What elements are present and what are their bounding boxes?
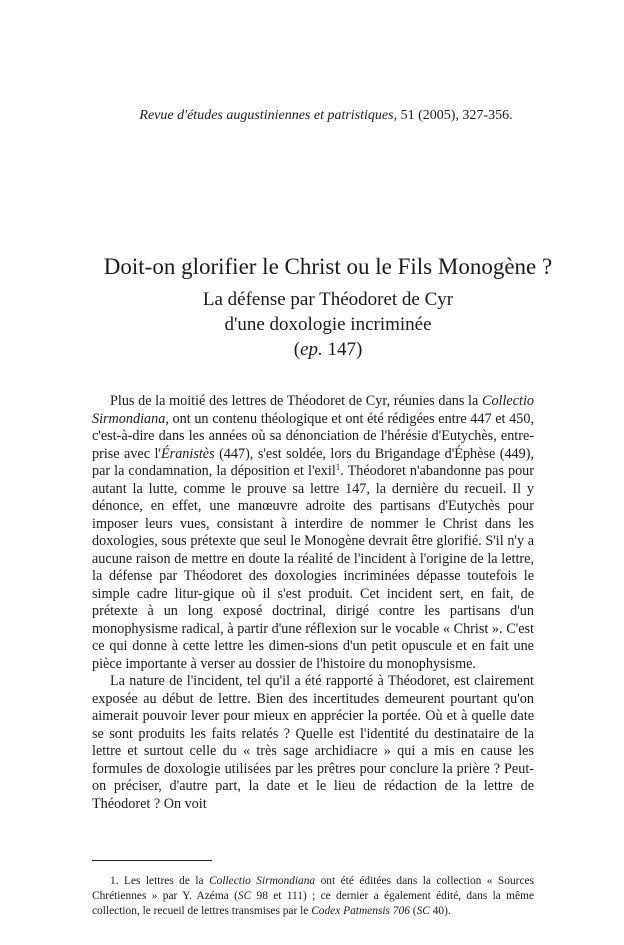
subtitle-line-1: La défense par Théodoret de Cyr <box>202 289 454 310</box>
running-head <box>0 107 624 125</box>
text-run: 98 et 111) ; ce dernier a également édité, dans la même collection, le recueil de lettres transmises par le <box>92 890 535 917</box>
italic-run: SC <box>237 890 252 902</box>
text-run: (447), s'est soldée, lors du Brigandage d'Éphèse (449), par la condamnation, la déposition et l'exil <box>92 445 535 479</box>
text-run: 1. Les lettres de la <box>110 875 210 887</box>
subtitle-line-2: d'une doxologie incriminée <box>224 314 432 335</box>
paragraph-2: La nature de l'incident, tel qu'il a été rapporté à Théodoret, est clairement exposée au début de lettre. Bien des incertitudes demeurent pourtant qu'on aimerait pouvoir lever pour mieux en apprécier la portée. Où et à quelle date se sont produits les faits relatés ? Quelle est l'identité du destinataire de la lettre et surtout celle du « très sage archidiacre » qui a mis en cause les formules de doxologie utilisées par les prêtres pour conclure la prière ? Peut-on préciser, d'autre part, la date et le lieu de rédaction de la lettre de Théodoret ? On voit <box>92 673 534 812</box>
footnote-marker[interactable]: 1 <box>335 462 341 472</box>
paragraph-1 <box>92 393 534 673</box>
journal-name: Revue d'études augustiniennes et patristiques <box>139 108 394 123</box>
article-title: Doit-on glorifier le Christ ou le Fils Monogène ? <box>103 254 553 279</box>
italic-run: Collectio Sirmondiana <box>92 393 534 427</box>
italic-run: Collectio Sirmondiana <box>209 875 316 887</box>
title-block <box>0 253 624 362</box>
text-run: Plus de la moitié des lettres de Théodoret de Cyr, réunies dans la <box>110 393 482 409</box>
text-run: , ont un contenu théologique et ont été rédigées entre 447 et 450, c'est-à-dire dans les années où sa dénonciation de l'hérésie d'Eutychès, entre-prise avec l' <box>92 410 534 462</box>
italic-run: Éranistès <box>161 445 215 462</box>
text-run: 40). <box>429 905 451 917</box>
footnote-1 <box>92 874 534 919</box>
italic-run: Codex Patmensis 706 <box>311 905 410 917</box>
journal-citation: , 51 (2005), 327-356. <box>393 108 513 123</box>
reference-italic: ep. <box>300 339 323 360</box>
italic-run: SC <box>416 905 430 917</box>
text-run: ( <box>409 905 417 917</box>
article-body <box>92 393 534 813</box>
text-run: . Théodoret n'abandonne pas pour autant la lutte, comme le prouve sa lettre 147, la dernière du recueil. Il y dénonce, en effet, une manœuvre adroite des partisans d'Eutychès pour imposer leurs vues, consistant à interdire de nommer le Christ dans les doxologies, sous prétexte que seul le Monogène devrait être glorifié. S'il n'y a aucune raison de mettre en doute la réalité de l'incident à l'origine de la lettre, la défense par Théodoret des doxologies incriminées dépasse toutefois le simple cadre litur-gique où il s'est produit. Cet incident sert, en fait, de prétexte à un long exposé doctrinal, dirigé contre les partisans d'un monophysisme radical, à partir d'une réflexion sur le vocable « Christ ». C'est ce qui donne à cette lettre les dimen-sions d'un petit opuscule et en fait une pièce importante à verser au dossier de l'histoire du monophysisme. <box>92 463 534 672</box>
footnote-divider <box>92 860 212 861</box>
text-run: ont été éditées dans la collection « Sources Chrétiennes » par Y. Azéma ( <box>92 875 534 902</box>
reference-number: 147) <box>322 339 363 360</box>
subtitle-reference: (ep. 147) <box>293 339 363 360</box>
